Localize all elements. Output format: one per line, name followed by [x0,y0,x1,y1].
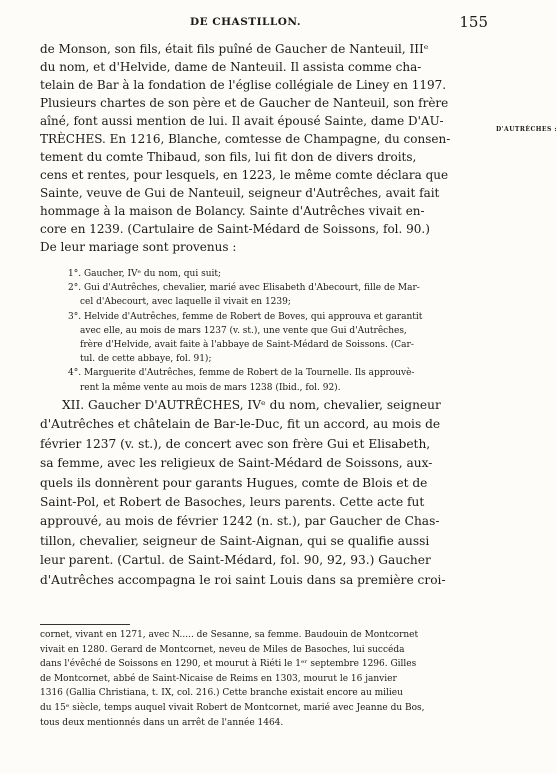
page-header [40,13,488,36]
paragraph-gaucher-iv [40,396,490,590]
footnote-line: cornet, vivant en 1271, avec N..... de Sesanne, sa femme. Baudouin de Montcornet [40,630,419,640]
text-line: de Monson, son fils, était fils puîné de Gaucher de Nanteuil, IIIᵉ [40,42,429,56]
text-line: De leur mariage sont provenus : [40,240,237,254]
text-line: Plusieurs chartes de son père et de Gaucher de Nanteuil, son frère [40,96,449,110]
text-line: TRÈCHES. En 1216, Blanche, comtesse de Champagne, du consen- [40,132,451,146]
footnote-divider [40,624,130,625]
text-line: cens et rentes, pour lesquels, en 1223, le même comte déclara que [40,168,449,182]
child-entry-continuation: frère d'Helvide, avait faite à l'abbaye de Saint-Médard de Soissons. (Car- [80,340,414,351]
child-entry-continuation: rent la même vente au mois de mars 1238 (Ibid., fol. 92). [80,382,341,393]
text-line: sa femme, avec les religieux de Saint-Médard de Soissons, aux- [40,456,433,471]
footnote [40,628,490,730]
text-line: aîné, font aussi mention de lui. Il avait épousé Sainte, dame D'AU- [40,114,444,128]
footnote-line: du 15ᵉ siècle, temps auquel vivait Robert de Montcornet, marié avec Jeanne du Bos, [40,702,425,713]
text-line: leur parent. (Cartul. de Saint-Médard, fol. 90, 92, 93.) Gaucher [40,553,431,568]
child-entry-continuation: cel d'Abecourt, avec laquelle il vivait en 1239; [80,297,291,308]
text-line: d'Autrêches accompagna le roi saint Louis dans sa première croi- [40,572,446,587]
text-line: quels ils donnèrent pour garants Hugues, comte de Blois et de [40,475,428,490]
child-entry: 3°. Helvide d'Autrêches, femme de Robert de Boves, qui approuva et garantit [68,311,423,322]
child-entry: 4°. Marguerite d'Autrêches, femme de Robert de la Tournelle. Ils approuvè- [68,368,415,379]
text-line: approuvé, au mois de février 1242 (n. st.), par Gaucher de Chas- [40,514,440,529]
text-line: tement du comte Thibaud, son fils, lui fit don de divers droits, [40,150,417,164]
footnote-line: de Montcornet, abbé de Saint-Nicaise de Reims en 1303, mourut le 16 janvier [40,673,397,684]
child-entry: 1°. Gaucher, IVᵉ du nom, qui suit; [68,269,222,279]
child-entry-continuation: avec elle, au mois de mars 1237 (v. st.), une vente que Gui d'Autrêches, [80,325,407,336]
footnote-line: dans l'évêché de Soissons en 1290, et mourut à Riéti le 1ᵉʳ septembre 1296. Gilles [40,659,417,670]
paragraph-gaucher-iii [40,40,490,256]
child-entry: 2°. Gui d'Autrêches, chevalier, marié avec Elisabeth d'Abecourt, fille de Mar- [68,283,420,294]
text-line: Saint-Pol, et Robert de Basoches, leurs parents. Cette acte fut [40,495,425,510]
text-line: d'Autrêches et châtelain de Bar-le-Duc, fit un accord, au mois de [40,417,441,432]
children-list [40,267,490,395]
footnote-line: tous deux mentionnés dans un arrêt de l'année 1464. [40,717,284,728]
footnote-line: vivait en 1280. Gerard de Montcornet, neveu de Miles de Basoches, lui succéda [40,644,405,655]
child-entry-continuation: tul. de cette abbaye, fol. 91); [80,354,212,365]
text-line: telain de Bar à la fondation de l'église collégiale de Liney en 1197. [40,78,447,92]
text-line: Sainte, veuve de Gui de Nanteuil, seigneur d'Autrêches, avait fait [40,186,440,200]
text-line: XII. Gaucher D'AUTRÊCHES, IVᵉ du nom, chevalier, seigneur [62,398,441,412]
margin-note: D'AUTRÈCHES : [496,126,557,133]
text-line: février 1237 (v. st.), de concert avec son frère Gui et Elisabeth, [40,436,431,451]
text-line: core en 1239. (Cartulaire de Saint-Médard de Soissons, fol. 90.) [40,222,430,236]
text-line: hommage à la maison de Bolancy. Sainte d'Autrêches vivait en- [40,204,425,218]
page-number: 155 [459,13,488,31]
running-title: DE CHASTILLON. [190,16,301,28]
footnote-line: 1316 (Gallia Christiana, t. IX, col. 216.) Cette branche existait encore au milieu [40,688,403,699]
text-line: tillon, chevalier, seigneur de Saint-Aignan, qui se qualifie aussi [40,533,430,548]
text-line: du nom, et d'Helvide, dame de Nanteuil. Il assista comme cha- [40,60,422,74]
